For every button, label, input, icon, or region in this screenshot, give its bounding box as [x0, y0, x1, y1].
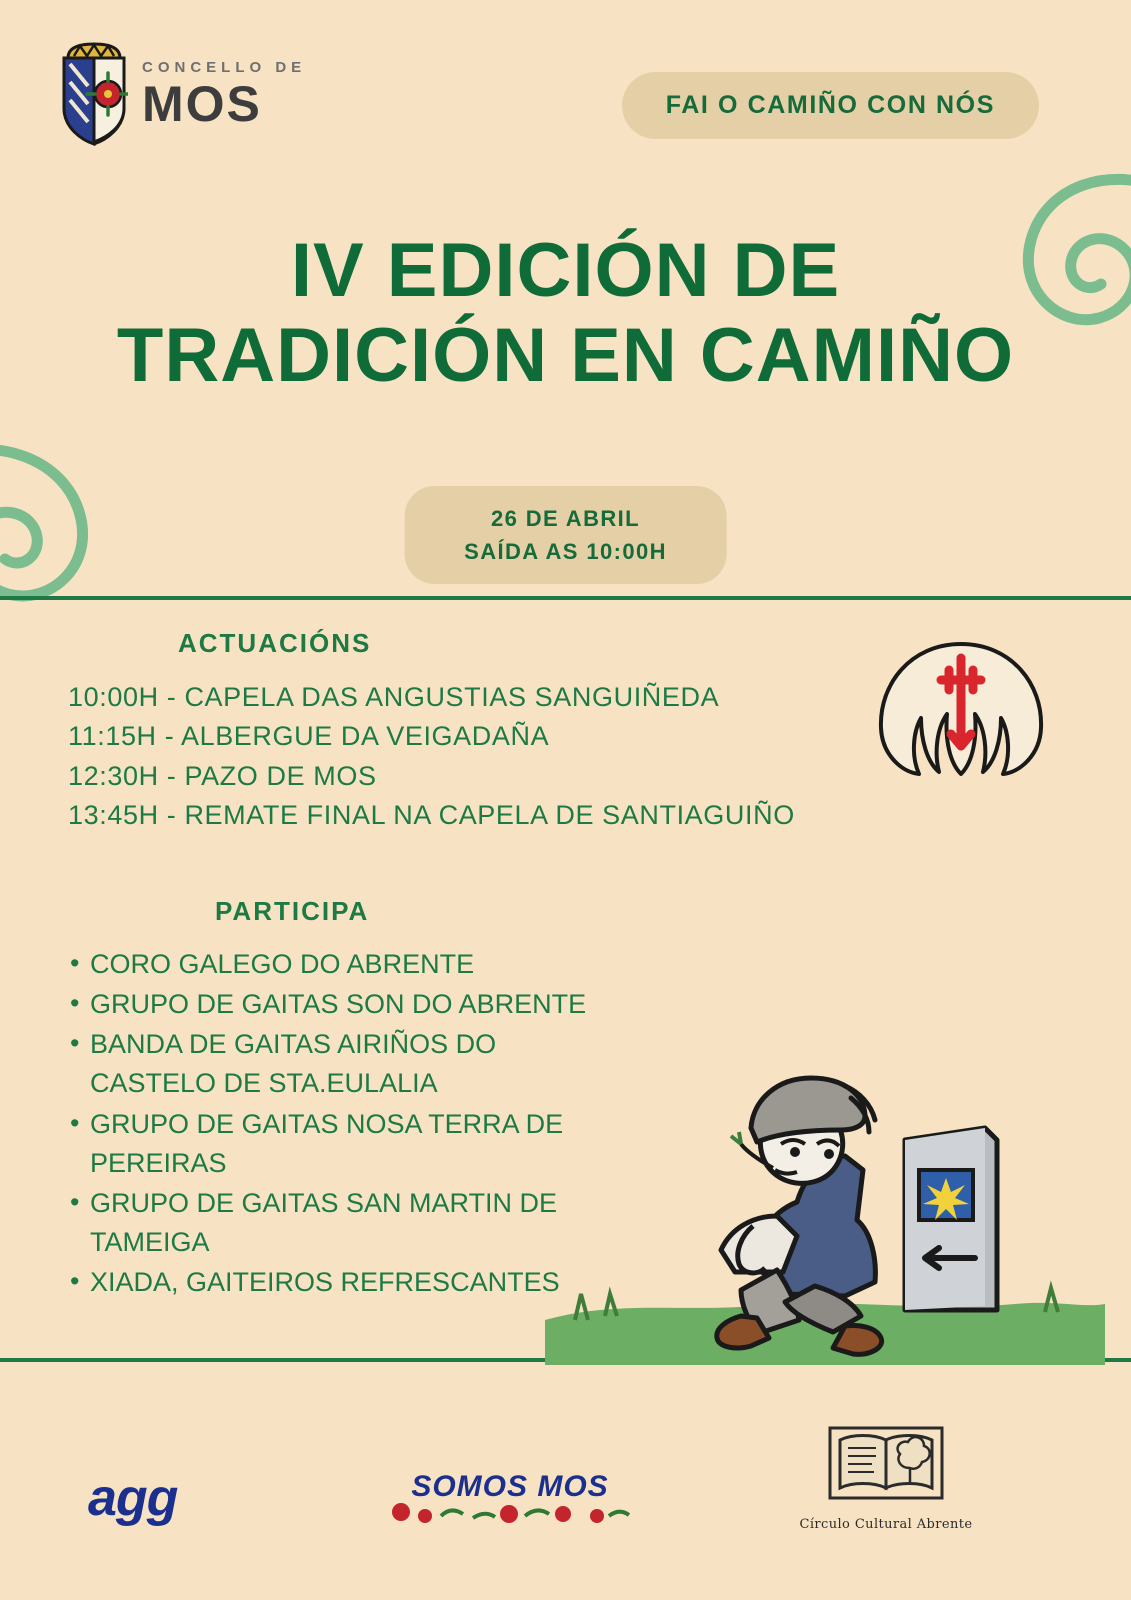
list-item: • GRUPO DE GAITAS NOSA TERRA DE PEREIRAS: [68, 1105, 628, 1183]
somos-mos-logo: [385, 1472, 635, 1531]
divider-top: [0, 596, 1131, 600]
schedule-list: [68, 678, 795, 836]
agg-logo: agg: [88, 1469, 178, 1527]
poster-header: [0, 0, 1131, 200]
list-item: • BANDA DE GAITAS AIRIÑOS DO CASTELO DE STA.EULALIA: [68, 1025, 628, 1103]
list-item: • CORO GALEGO DO ABRENTE: [68, 945, 628, 984]
concello-logo-text: [142, 58, 307, 132]
somos-mos-flowers-icon: [385, 1472, 635, 1526]
pilgrim-walking-illustration: [545, 1020, 1105, 1365]
list-item: • XIADA, GAITEIROS REFRESCANTES: [68, 1263, 628, 1302]
date-time: SAÍDA AS 10:00H: [464, 539, 667, 564]
participants-list: [68, 945, 628, 1303]
page-title: [0, 228, 1131, 398]
schedule-item: 13:45H - REMATE FINAL NA CAPELA DE SANTIAGUIÑO: [68, 800, 795, 831]
footer-logos: [0, 1380, 1131, 1600]
concello-kicker: CONCELLO DE: [142, 58, 307, 76]
schedule-item: 11:15H - ALBERGUE DA VEIGADAÑA: [68, 721, 550, 752]
svg-text:SOMOS MOS: SOMOS MOS: [411, 1472, 609, 1503]
actuacions-heading: ACTUACIÓNS: [178, 628, 372, 658]
concello-name: MOS: [142, 75, 262, 132]
scallop-shell-icon: [871, 636, 1051, 791]
list-item: • GRUPO DE GAITAS SAN MARTIN DE TAMEIGA: [68, 1184, 628, 1262]
circulo-cultural-abrente-logo: [791, 1422, 981, 1532]
concello-logo: [60, 42, 306, 146]
coat-of-arms-icon: [60, 42, 128, 146]
list-item: • GRUPO DE GAITAS SON DO ABRENTE: [68, 985, 628, 1024]
open-book-tree-icon: [826, 1422, 946, 1508]
circulo-cultural-abrente-label: Círculo Cultural Abrente: [799, 1517, 973, 1532]
title-line-1: IV EDICIÓN DE: [290, 228, 841, 313]
spiral-decoration-left: [0, 440, 120, 635]
schedule-item: 10:00H - CAPELA DAS ANGUSTIAS SANGUIÑEDA: [68, 682, 720, 712]
title-line-2: TRADICIÓN EN CAMIÑO: [116, 313, 1015, 399]
tagline-badge: FAI O CAMIÑO CON NÓS: [622, 72, 1039, 139]
date-day: 26 DE ABRIL: [490, 506, 641, 531]
participa-heading: PARTICIPA: [215, 896, 370, 926]
date-badge: [404, 486, 727, 584]
schedule-item: 12:30H - PAZO DE MOS: [68, 760, 377, 791]
